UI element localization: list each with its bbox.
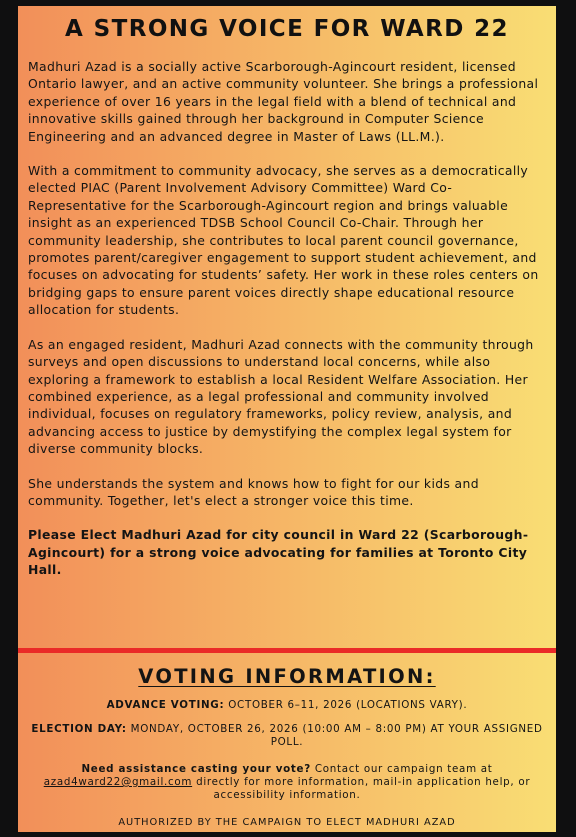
advance-voting-line bbox=[18, 699, 556, 712]
bio-paragraph-engagement: As an engaged resident, Madhuri Azad connects with the community through surveys and open discussions to understand local concerns, while also exploring a framework to establish a local Resident Welfare Association. Her combined experience, as a legal professional and community involved individual, focuses on regulatory frameworks, policy review, analysis, and advancing access to justice by demystifying the complex legal system for diverse community blocks. bbox=[28, 336, 534, 457]
voting-heading: VOTING INFORMATION: bbox=[138, 665, 436, 688]
assistance-text-end: directly for more information, mail-in application help, or accessibility information. bbox=[192, 776, 531, 801]
campaign-flyer bbox=[18, 6, 556, 832]
assistance-line bbox=[18, 763, 556, 802]
bio-paragraph-background: Madhuri Azad is a socially active Scarborough-Agincourt resident, licensed Ontario lawyer, and an active community volunteer. She brings a professional experience of over 16 years in the legal field with a blend of technical and innovative skills gained through her background in Computer Science Engineering and an advanced degree in Master of Laws (LL.M.). bbox=[28, 59, 539, 144]
bio-paragraph-advocacy: With a commitment to community advocacy, she serves as a democratically elected PIAC (Parent Involvement Advisory Committee) Ward Co-Representative for the Scarborough-Agincourt region and brings valuable insight as an experienced TDSB School Council Co-Chair. Through her community leadership, she contributes to local parent council governance, promotes parent/caregiver engagement to support student achievement, and focuses on advocating for students’ safety. Her work in these roles centers on bridging gaps to ensure parent voices directly shape educational resource allocation for students. bbox=[28, 163, 539, 318]
assistance-label: Need assistance casting your vote? bbox=[81, 763, 311, 775]
authorization-notice: AUTHORIZED BY THE CAMPAIGN TO ELECT MADHURI AZAD bbox=[118, 817, 456, 828]
call-to-action: Please Elect Madhuri Azad for city council in Ward 22 (Scarborough-Agincourt) for a strong voice advocating for families at Toronto City Hall. bbox=[28, 527, 529, 578]
candidate-bio bbox=[18, 44, 556, 579]
advance-voting-dates: OCTOBER 6–11, 2026 (LOCATIONS VARY). bbox=[224, 699, 468, 711]
election-day-details: MONDAY, OCTOBER 26, 2026 (10:00 AM – 8:00 PM) AT YOUR ASSIGNED POLL. bbox=[126, 723, 543, 748]
flyer-title: A STRONG VOICE FOR WARD 22 bbox=[65, 16, 509, 42]
bio-paragraph-closing: She understands the system and knows how to fight for our kids and community. Together, let's elect a stronger voice this time. bbox=[28, 475, 479, 508]
election-day-label: ELECTION DAY: bbox=[31, 723, 127, 735]
election-day-line bbox=[18, 723, 556, 749]
campaign-email-link[interactable]: azad4ward22@gmail.com bbox=[43, 776, 193, 788]
assistance-text-start: Contact our campaign team at bbox=[310, 763, 493, 775]
section-divider bbox=[18, 648, 556, 653]
voting-information bbox=[18, 666, 556, 829]
advance-voting-label: ADVANCE VOTING: bbox=[106, 699, 225, 711]
